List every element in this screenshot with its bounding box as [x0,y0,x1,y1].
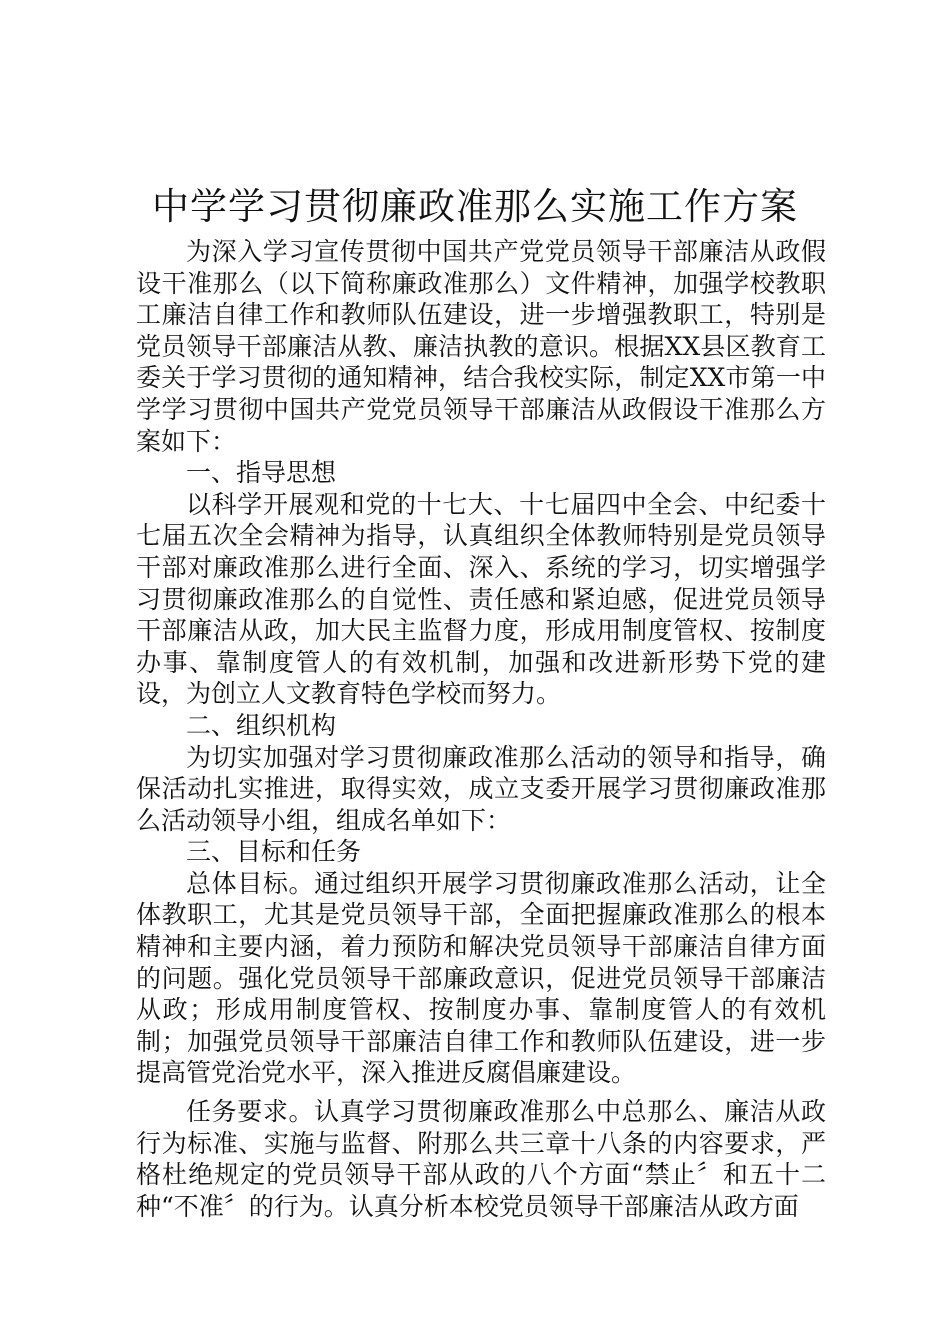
intro-paragraph: 为深入学习宣传贯彻中国共产党党员领导干部廉洁从政假设干准那么（以下简称廉政准那么）文件精神，加强学校教职工廉洁自律工作和教师队伍建设，进一步增强教职工，特别是党员领导干部廉洁从教、廉洁执教的意识。根据XX县区教育工委关于学习贯彻的通知精神，结合我校实际，制定XX市第一中学学习贯彻中国共产党党员领导干部廉洁从政假设干准那么方案如下： [136,237,826,456]
section-heading-guiding-ideology: 一、指导思想 [186,458,337,488]
section-heading-organization: 二、组织机构 [186,710,337,740]
document-body [136,236,826,1222]
task-requirements-paragraph: 任务要求。认真学习贯彻廉政准那么中总那么、廉洁从政行为标准、实施与监督、附那么共三章十八条的内容要求，严格杜绝规定的党员领导干部从政的八个方面“禁止〞和五十二种“不准〞的行为。认真分析本校党员领导干部廉洁从政方面 [136,1097,826,1221]
organization-paragraph: 为切实加强对学习贯彻廉政准那么活动的领导和指导，确保活动扎实推进，取得实效，成立支委开展学习贯彻廉政准那么活动领导小组，组成名单如下： [136,742,826,835]
section-heading-goals-tasks: 三、目标和任务 [186,837,362,867]
overall-goal-paragraph: 总体目标。通过组织开展学习贯彻廉政准那么活动，让全体教职工，尤其是党员领导干部，全面把握廉政准那么的根本精神和主要内涵，着力预防和解决党员领导干部廉洁自律方面的问题。强化党员领导干部廉政意识，促进党员领导干部廉洁从政；形成用制度管权、按制度办事、靠制度管人的有效机制；加强党员领导干部廉洁自律工作和教师队伍建设，进一步提高管党治党水平，深入推进反腐倡廉建设。 [136,868,826,1088]
guiding-ideology-paragraph: 以科学开展观和党的十七大、十七届四中全会、中纪委十七届五次全会精神为指导，认真组织全体教师特别是党员领导干部对廉政准那么进行全面、深入、系统的学习，切实增强学习贯彻廉政准那么的自觉性、责任感和紧迫感，促进党员领导干部廉洁从政，加大民主监督力度，形成用制度管权、按制度办事、靠制度管人的有效机制，加强和改进新形势下党的建设，为创立人文教育特色学校而努力。 [136,489,826,709]
document-title: 中学学习贯彻廉政准那么实施工作方案 [152,185,798,228]
